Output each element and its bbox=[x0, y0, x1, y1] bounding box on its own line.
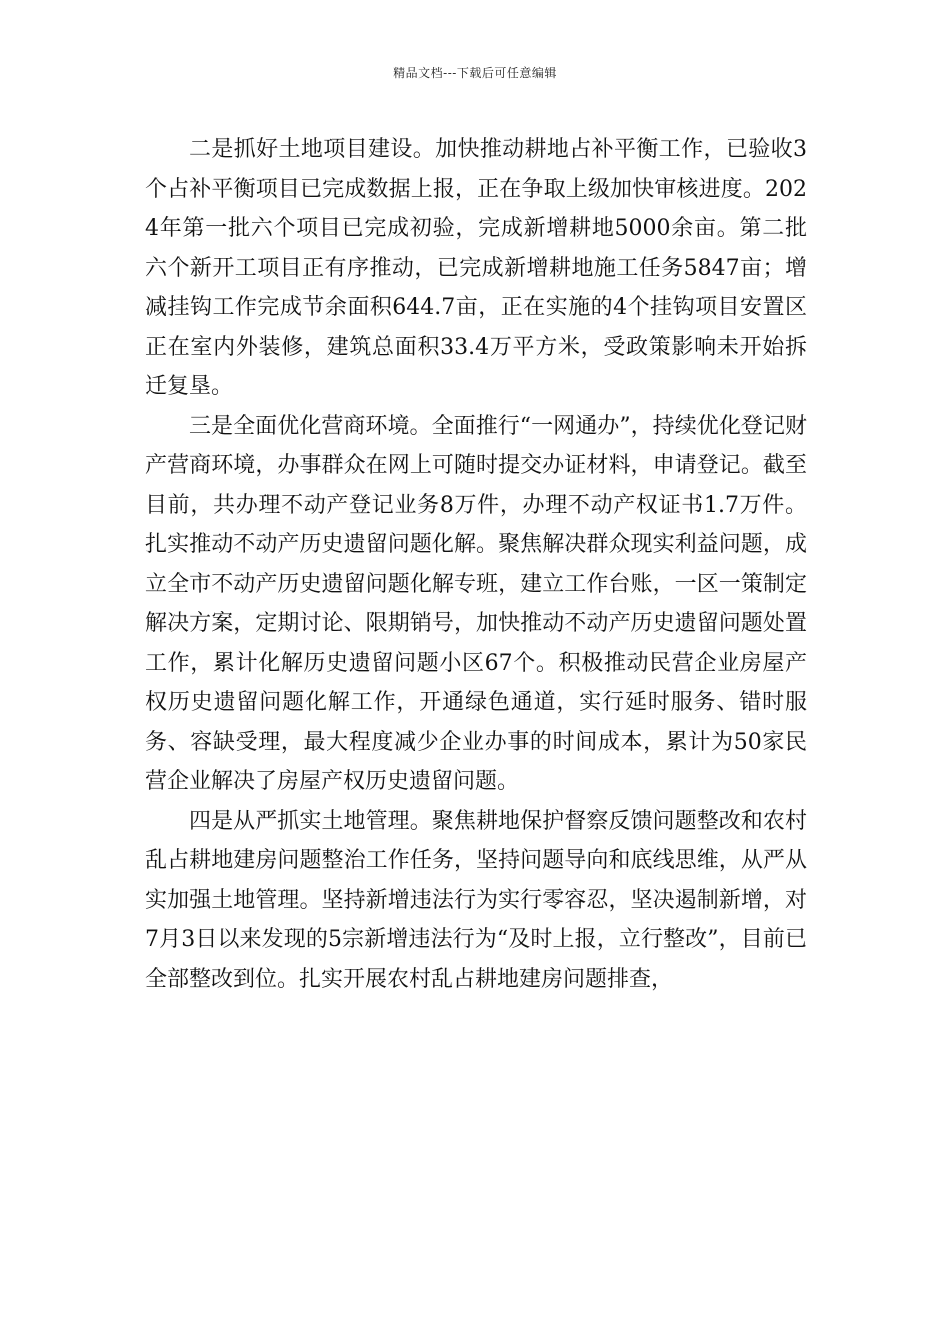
paragraph-land-management: 四是从严抓实土地管理。聚焦耕地保护督察反馈问题整改和农村乱占耕地建房问题整治工作任务，坚持问题导向和底线思维，从严从实加强土地管理。坚持新增违法行为实行零容忍，坚决遏制新增，对7月3日以来发现的5宗新增违法行为“及时上报，立行整改”，目前已全部整改到位。扎实开展农村乱占耕地建房问题排查， bbox=[145, 808, 807, 992]
paragraph-land-projects: 二是抓好土地项目建设。加快推动耕地占补平衡工作，已验收3个占补平衡项目已完成数据上报，正在争取上级加快审核进度。2024年第一批六个项目已完成初验，完成新增耕地5000余亩。第二批六个新开工项目正有序推动，已完成新增耕地施工任务5847亩；增减挂钩工作完成节余面积644.7亩，正在实施的4个挂钩项目安置区正在室内外装修，建筑总面积33.4万平方米，受政策影响未开始拆迁复垦。 bbox=[145, 137, 807, 399]
page-header: 精品文档---下载后可任意编辑 bbox=[393, 66, 557, 80]
paragraph-business-environment: 三是全面优化营商环境。全面推行“一网通办”，持续优化登记财产营商环境，办事群众在网上可随时提交办证材料，申请登记。截至目前，共办理不动产登记业务8万件，办理不动产权证书1.7万件。扎实推动不动产历史遗留问题化解。聚焦解决群众现实利益问题，成立全市不动产历史遗留问题化解专班，建立工作台账，一区一策制定解决方案，定期讨论、限期销号，加快推动不动产历史遗留问题处置工作，累计化解历史遗留问题小区67个。积极推动民营企业房屋产权历史遗留问题化解工作，开通绿色通道，实行延时服务、错时服务、容缺受理，最大程度减少企业办事的时间成本，累计为50家民营企业解决了房屋产权历史遗留问题。 bbox=[145, 413, 807, 794]
document-body bbox=[145, 130, 807, 999]
